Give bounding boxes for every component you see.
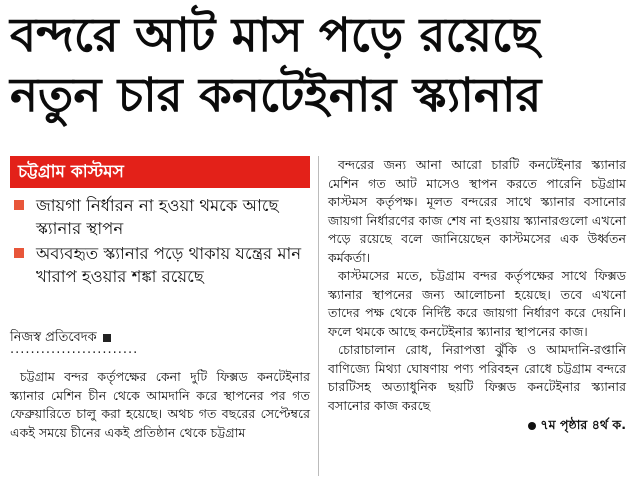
- headline-line-2: নতুন চার কনটেইনার স্ক্যানার: [10, 68, 542, 123]
- left-column: [10, 156, 310, 440]
- continued-text: ৭ম পৃষ্ঠার ৪র্থ ক.: [540, 417, 626, 432]
- square-bullet-icon: [14, 248, 24, 258]
- column-divider: [318, 156, 319, 476]
- highlight-list: [10, 194, 310, 288]
- highlight-text: জায়গা নির্ধারন না হওয়া থমকে আছে স্ক্যানার স্থাপন: [36, 196, 279, 238]
- highlight-item: [10, 242, 310, 288]
- continued-on-page[interactable]: [328, 416, 626, 434]
- square-bullet-icon: [14, 200, 24, 210]
- section-banner: চট্টগ্রাম কাস্টমস: [10, 156, 310, 188]
- article-paragraph: চোরাচালান রোধ, নিরাপত্তা ঝুঁকি ও আমদানি-রপ্তানি বাণিজ্যে মিথ্যা ঘোষণায় পণ্য পরিবহন রোধে চট্টগ্রাম বন্দরে চারটিসহ অত্যাধুনিক ছয়টি ফিক্সড কনটেইনার স্ক্যানার বসানোর কাজ করছে: [328, 342, 626, 413]
- article-paragraph: কাস্টমসের মতে, চট্টগ্রাম বন্দর কর্তৃপক্ষের সাথে ফিক্সড স্ক্যানার স্থাপনের জন্য আলোচনা হয়েছে। তবে এখনো তাদের পক্ষ থেকে নির্দিষ্ট করে জায়গা নির্ধারণ করে দেয়নি। ফলে থমকে আছে কনটেইনার স্ক্যানার স্থাপনের কাজ।: [328, 268, 626, 339]
- dotted-separator: ·························: [10, 346, 139, 361]
- bullet-icon: [528, 422, 536, 430]
- headline: [10, 6, 635, 126]
- left-article-body: [10, 368, 310, 442]
- byline-text: নিজস্ব প্রতিবেদক: [10, 330, 97, 345]
- article-paragraph: চট্টগ্রাম বন্দর কর্তৃপক্ষের কেনা দুটি ফিক্সড কনটেইনার স্ক্যানার মেশিন চীন থেকে আমদানি করে স্থাপনের পর গত ফেব্রুয়ারিতে চালু করা হয়েছে। অথচ গত বছরের সেপ্টেম্বরে একই সময়ে চীনের একই প্রতিষ্ঠান থেকে চট্টগ্রাম: [10, 369, 310, 440]
- highlight-item: [10, 194, 310, 240]
- square-marker-icon: [103, 334, 111, 342]
- highlight-text: অব্যবহৃত স্ক্যানার পড়ে থাকায় যন্ত্রের মান খারাপ হওয়ার শঙ্কা রয়েছে: [36, 244, 302, 286]
- right-column: [328, 156, 626, 434]
- headline-line-1: বন্দরে আট মাস পড়ে রয়েছে: [10, 8, 540, 63]
- article-paragraph: বন্দরের জন্য আনা আরো চারটি কনটেইনার স্ক্যানার মেশিন গত আট মাসেও স্থাপন করতে পারেনি চট্টগ্রাম কাস্টমস কর্তৃপক্ষ। মূলত বন্দরের সাথে স্ক্যানার বসানোর জায়গা নির্ধারণের কাজ শেষ না হওয়ায় স্ক্যানারগুলো এখনো পড়ে রয়েছে বলে জানিয়েছেন কাস্টমসের এক উর্ধ্বতন কর্মকর্তা।: [328, 157, 626, 265]
- byline: [10, 329, 310, 347]
- byline-block: [10, 329, 310, 361]
